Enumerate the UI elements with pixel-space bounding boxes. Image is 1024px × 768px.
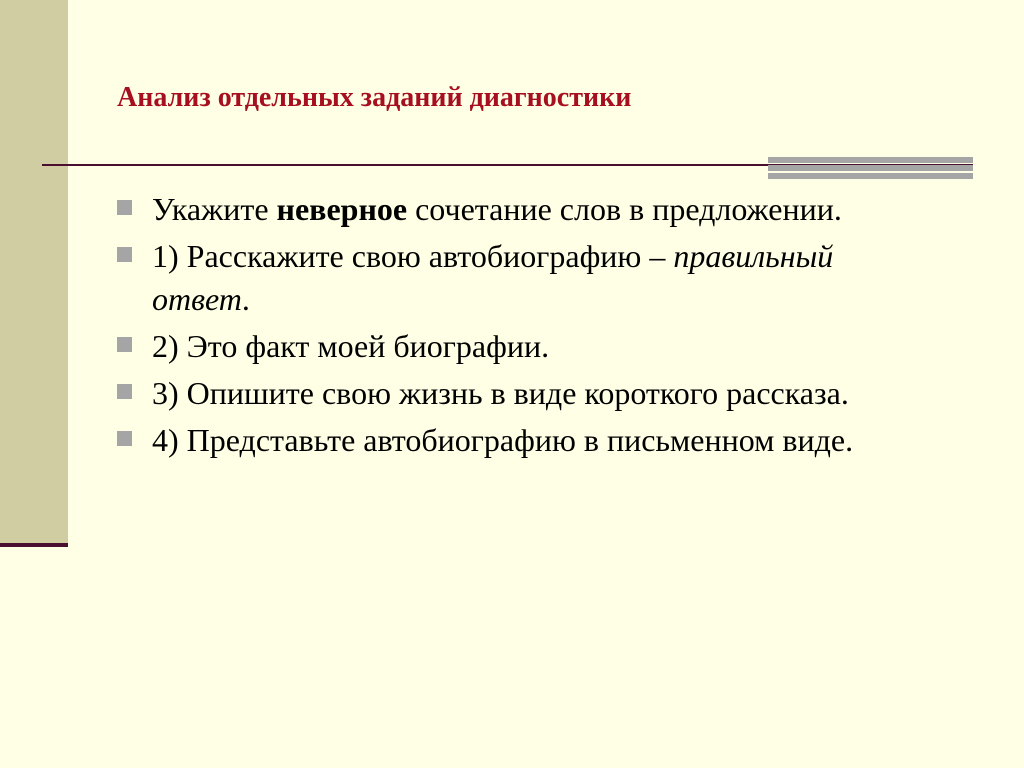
option-2-text: 2) Это факт моей биографии. <box>152 328 550 364</box>
option-1-text: 1) Расскажите свою автобиографию – <box>152 238 674 274</box>
option-3-text: 3) Опишите свою жизнь в виде короткого рассказа. <box>152 375 849 411</box>
bullet-list <box>115 188 915 466</box>
option-4-text: 4) Представьте автобиографию в письменном виде. <box>152 422 854 458</box>
square-bullet-icon <box>117 431 132 446</box>
square-bullet-icon <box>117 200 132 215</box>
bullet-item-option-4 <box>115 419 915 462</box>
decorative-bar-middle <box>768 165 973 171</box>
instruction-emphasis: неверное <box>276 191 408 227</box>
slide-title: Анализ отдельных заданий диагностики <box>117 82 632 113</box>
square-bullet-icon <box>117 384 132 399</box>
instruction-prefix: Укажите <box>152 191 277 227</box>
square-bullet-icon <box>117 247 132 262</box>
bullet-item-instruction <box>115 188 915 231</box>
bullet-item-option-1 <box>115 235 915 321</box>
decorative-bar-bottom <box>768 173 973 179</box>
decorative-bar-top <box>768 157 973 163</box>
square-bullet-icon <box>117 337 132 352</box>
option-1-suffix: . <box>241 281 250 317</box>
option-1-emphasis: правильный ответ <box>152 238 834 317</box>
bullet-item-option-2 <box>115 325 915 368</box>
decorative-bars <box>768 157 973 179</box>
left-band-divider <box>0 543 68 547</box>
instruction-suffix: сочетание слов в предложении. <box>407 191 842 227</box>
left-decorative-band <box>0 0 68 545</box>
bullet-item-option-3 <box>115 372 915 415</box>
